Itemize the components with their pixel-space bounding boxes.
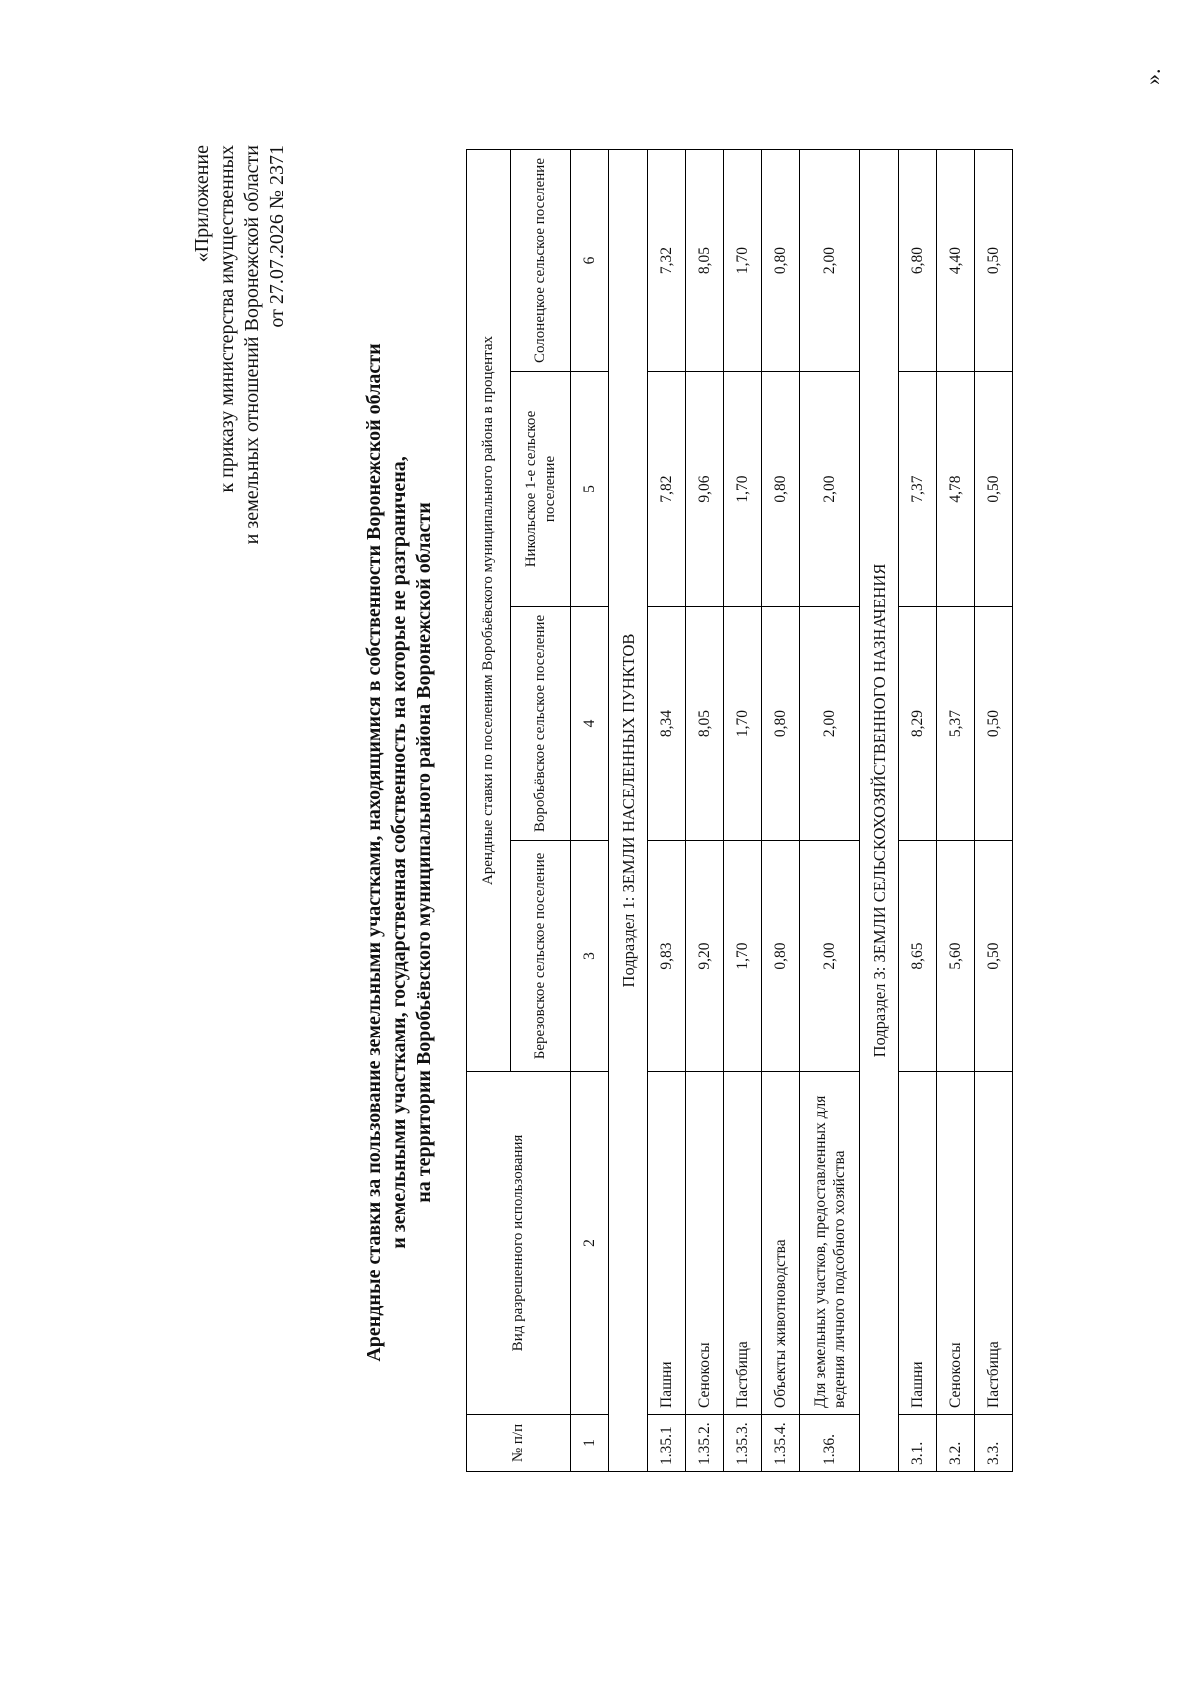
rate-cell: 9,06 <box>686 372 724 607</box>
rate-cell: 0,50 <box>975 150 1013 372</box>
rate-cell: 4,78 <box>937 372 975 607</box>
column-number: 6 <box>571 150 609 372</box>
section-title: Подраздел 1: ЗЕМЛИ НАСЕЛЕННЫХ ПУНКТОВ <box>609 150 648 1472</box>
rate-cell: 8,29 <box>899 607 937 841</box>
rate-cell: 0,80 <box>762 150 800 372</box>
rate-cell: 5,60 <box>937 841 975 1072</box>
rate-cell: 7,37 <box>899 372 937 607</box>
column-number: 3 <box>571 841 609 1072</box>
appendix-header <box>190 145 290 544</box>
title-line: и земельными участками, государственная собственность на которые не разграничена, <box>388 456 410 1249</box>
rate-cell: 1,70 <box>724 150 762 372</box>
row-usage: Сенокосы <box>686 1072 724 1415</box>
header-settlement: Березовское сельское поселение <box>511 841 571 1072</box>
header-settlement: Воробьёвское сельское поселение <box>511 607 571 841</box>
header-settlement: Никольское 1-е сельское поселение <box>511 372 571 607</box>
rate-cell: 2,00 <box>800 150 860 372</box>
appendix-line: «Приложение <box>191 145 213 263</box>
row-number: 3.1. <box>899 1415 937 1472</box>
rate-cell: 1,70 <box>724 372 762 607</box>
appendix-line: и земельных отношений Воронежской области <box>241 145 263 545</box>
title-line: Арендные ставки за пользование земельными участками, находящимися в собственности Воронежской области <box>363 343 385 1362</box>
rate-cell: 9,20 <box>686 841 724 1072</box>
rate-cell: 4,40 <box>937 150 975 372</box>
rate-cell: 1,70 <box>724 607 762 841</box>
column-number: 2 <box>571 1072 609 1415</box>
row-usage: Пашни <box>899 1072 937 1415</box>
header-settlement: Солонецкое сельское поселение <box>511 150 571 372</box>
rate-cell: 0,80 <box>762 372 800 607</box>
row-number: 3.2. <box>937 1415 975 1472</box>
row-usage: Пастбища <box>975 1072 1013 1415</box>
row-usage: Объекты животноводства <box>762 1072 800 1415</box>
column-number: 1 <box>571 1415 609 1472</box>
rate-cell: 8,34 <box>648 607 686 841</box>
row-number: 1.36. <box>800 1415 860 1472</box>
row-usage: Пастбища <box>724 1072 762 1415</box>
header-num: № п/п <box>467 1415 571 1472</box>
rate-cell: 7,32 <box>648 150 686 372</box>
header-usage: Вид разрешенного использования <box>467 1072 571 1415</box>
rate-cell: 0,50 <box>975 607 1013 841</box>
row-number: 1.35.1 <box>648 1415 686 1472</box>
rate-cell: 0,80 <box>762 607 800 841</box>
rates-table <box>466 149 1013 1472</box>
rate-cell: 8,05 <box>686 607 724 841</box>
row-number: 3.3. <box>975 1415 1013 1472</box>
header-rates-group: Арендные ставки по поселениям Воробьёвского муниципального района в процентах <box>467 150 511 1072</box>
rate-cell: 6,80 <box>899 150 937 372</box>
row-usage: Пашни <box>648 1072 686 1415</box>
row-number: 1.35.2. <box>686 1415 724 1472</box>
rate-cell: 1,70 <box>724 841 762 1072</box>
rate-cell: 2,00 <box>800 841 860 1072</box>
closing-quote: ». <box>1140 68 1165 85</box>
row-usage: Сенокосы <box>937 1072 975 1415</box>
row-usage: Для земельных участков, предоставленных для ведения личного подсобного хозяйства <box>800 1072 860 1415</box>
rate-cell: 8,65 <box>899 841 937 1072</box>
appendix-line: к приказу министерства имущественных <box>216 145 238 493</box>
section-title: Подраздел 3: ЗЕМЛИ СЕЛЬСКОХОЗЯЙСТВЕННОГО НАЗНАЧЕНИЯ <box>860 150 899 1472</box>
title-line: на территории Воробьёвского муниципального района Воронежской области <box>413 502 435 1203</box>
rate-cell: 2,00 <box>800 372 860 607</box>
rate-cell: 9,83 <box>648 841 686 1072</box>
rate-cell: 2,00 <box>800 607 860 841</box>
row-number: 1.35.3. <box>724 1415 762 1472</box>
rate-cell: 5,37 <box>937 607 975 841</box>
document-title <box>362 300 437 1405</box>
row-number: 1.35.4. <box>762 1415 800 1472</box>
rate-cell: 8,05 <box>686 150 724 372</box>
appendix-line: от 27.07.2026 № 2371 <box>266 145 288 328</box>
column-number: 5 <box>571 372 609 607</box>
rate-cell: 0,80 <box>762 841 800 1072</box>
rate-cell: 0,50 <box>975 841 1013 1072</box>
column-number: 4 <box>571 607 609 841</box>
rate-cell: 7,82 <box>648 372 686 607</box>
rate-cell: 0,50 <box>975 372 1013 607</box>
